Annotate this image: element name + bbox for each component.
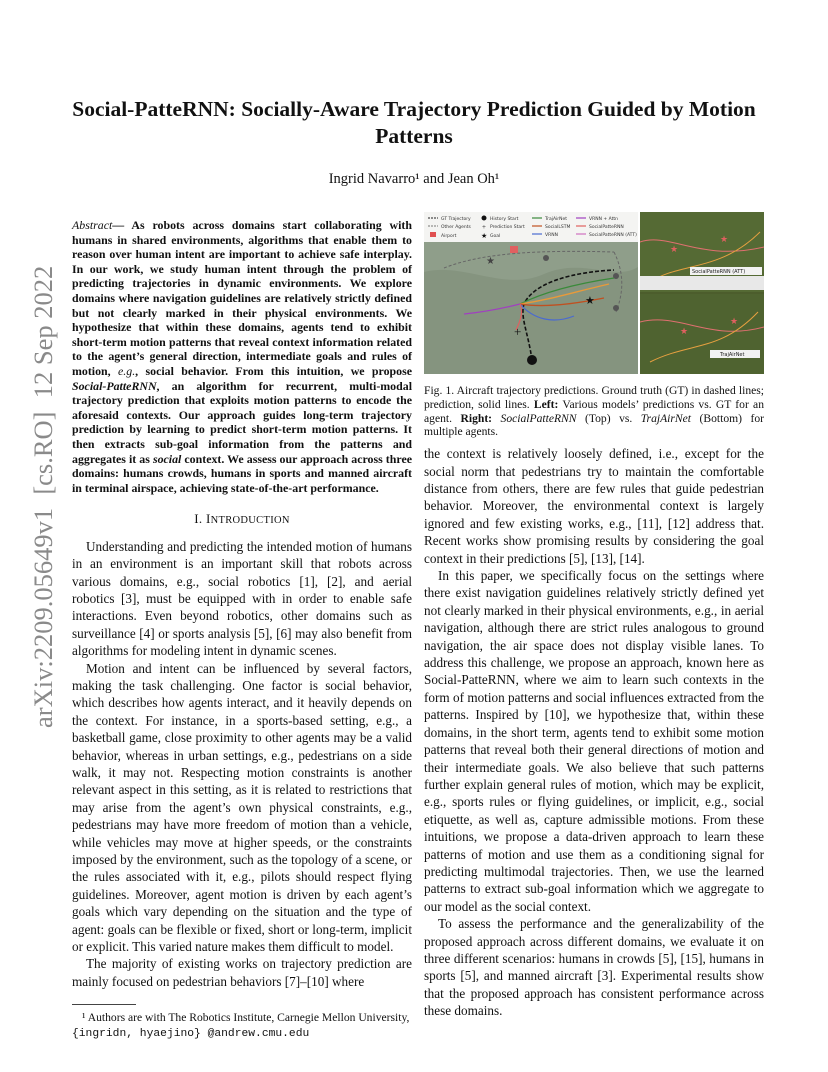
footnote-rule xyxy=(72,1004,136,1005)
label-trajairnet: TrajAirNet xyxy=(720,352,745,358)
abstract-text-4: context. We assess our approach across three domains: humans crowds, humans in sports and manned aircraft in terminal airspace, achieving state-of-the-art performance. xyxy=(72,451,413,495)
abstract-text-1: — As robots across domains start collaborating with humans in shared environments, algorithms that enable them to reason over human intent are important to achieve safe interplay. In our work, we study human intent through the problem of predicting trajectories in dynamic environments. We explore domains where navigation guidelines are relatively strictly defined but not clearly marked in their physical environments. We hypothesize that within these domains, agents tend to exhibit short-term motion patterns that reveal context information related to the agent’s general direction, intermediate goals and rules of motion, xyxy=(72,218,412,378)
legend-prediction-start: Prediction Start xyxy=(490,225,525,230)
legend-trajairnet: TrajAirNet xyxy=(545,217,568,222)
footnote-text: ¹ Authors are with The Robotics Institute, Carnegie Mellon University, xyxy=(82,1011,410,1025)
arxiv-stamp-text: arXiv:2209.05649v1 [cs.RO] 12 Sep 2022 xyxy=(28,265,58,728)
label-socialpatternn-att: SocialPatteRNN (ATT) xyxy=(692,269,746,275)
legend-history-start: History Start xyxy=(490,217,519,222)
caption-left-label: Left: xyxy=(533,397,559,411)
right-paragraph-1: the context is relatively loosely defined, i.e., except for the social norm that pedestrians try to maintain the comfortable distance from others, there are few rules that guide pedestrian behavior. Moreover, the environmental context is largely ignored and few existing works, e.g., [11], [12] address that. Recent works show promising results by considering the goal context in their predictions [5], [13], [14]. xyxy=(424,446,764,566)
section-title-initial: I xyxy=(205,511,211,527)
multi-agent-plots xyxy=(640,212,764,374)
legend-socialpatternn: SocialPatteRNN xyxy=(589,225,624,230)
caption-model-2: TrajAirNet xyxy=(640,411,692,425)
airport-marker xyxy=(510,246,518,253)
section-numeral: I. xyxy=(194,511,203,527)
abstract-text-3: , an algorithm for recurrent, multi-modal trajectory prediction that exploits motion patterns to encode the aforesaid contexts. Our approach guides long-term trajectory prediction by learning to predict short-term motion patterns. It then extracts sub-goal information from the patterns and aggregates it as xyxy=(72,378,412,466)
right-paragraph-2: In this paper, we specifically focus on the settings where there exist navigation guidelines relatively strictly defined yet not clearly marked in their physical environments, e.g., in aerial navigation, although there are strict rules analogous to ground navigation, the air space does not display visible lanes. To address this challenge, we propose an approach, known here as Social-PatteRNN, where we aim to learn such contexts in the form of motion patterns and social influences extracted from the patterns. Inspired by [10], we hypothesize that, within these domains, in the short term, agents tend to exhibit some motion patterns that reveal both their general directions of motion and their intermediate goals. We also believe that such patterns further explain general rules of motion, which may be explicit, e.g., sports rules or flying guidelines, or implicit, e.g., social etiquette, as well as, capture admissible motions. From these intuitions, we propose a data-driven approach to learn these patterns of motion and use them as a conditioning signal for predicting multimodal trajectories. Then, we use the learned patterns to extract sub-goal information which we aggregate to our model as the social context. xyxy=(424,568,764,914)
figure-1-right-panel xyxy=(640,212,764,374)
intro-paragraph-1: Understanding and predicting the intended motion of humans in an environment is an important skill that robots across various domains, e.g., social robotics [1], [2], and aerial robotics [3], must be equipped with in order to enable safe interactions. Even beyond robotics, other domains such as surveillance [4] or sports analysis [5], [6] may also benefit from algorithms for modeling intent in dynamic scenes. xyxy=(72,538,412,659)
svg-text:★: ★ xyxy=(481,232,488,240)
caption-model-1: SocialPatteRNN xyxy=(500,411,577,425)
section-heading-introduction xyxy=(72,510,412,529)
legend-gt: GT Trajectory xyxy=(441,217,471,222)
left-column xyxy=(72,218,412,1041)
abstract-lead: Abstract xyxy=(72,218,113,232)
intro-paragraph-3: The majority of existing works on trajectory prediction are mainly focused on pedestrian behaviors [7]–[10] where xyxy=(72,956,412,989)
figure-1-caption xyxy=(424,384,764,439)
paper-title: Social-PatteRNN: Socially-Aware Trajectory Prediction Guided by Motion Patterns xyxy=(72,97,756,148)
svg-text:★: ★ xyxy=(670,244,679,254)
legend-vrnn-attn: VRNN + Attn xyxy=(589,217,618,222)
svg-text:★: ★ xyxy=(585,295,595,307)
abstract-method-name: Social-PatteRNN xyxy=(72,378,157,393)
caption-text-c2: (Top) vs. xyxy=(576,411,641,425)
svg-text:★: ★ xyxy=(486,256,495,267)
abstract-eg: e.g. xyxy=(118,363,136,378)
arxiv-stamp xyxy=(16,232,62,732)
caption-text-b: Various models’ predictions vs. GT for an agent. xyxy=(424,397,764,425)
caption-right-label: Right: xyxy=(460,411,493,425)
authors: Ingrid Navarro¹ and Jean Oh¹ xyxy=(328,171,500,187)
caption-text-c4: (Bottom) for multiple agents. xyxy=(424,411,764,439)
intro-paragraph-2: Motion and intent can be influenced by several factors, making the task challenging. One factor is social behavior, which describes how agents interact, and it heavily depends on the context. For instance, in a sports-based setting, e.g., a basketball game, close proximity to other agents may be a valid behavior, whereas in urban settings, e.g., pedestrians on a side walk, it may not. Respecting motion constraints is another relevant aspect in this setting, as it is related to restrictions that may arise from the agent’s own physical constraints, e.g., pedestrians may have more freedom of motion than a vehicle, while vehicles may move at higher speeds, or the constraints imposed by the environment, such as the topology of a scene, or the rules associated with it, e.g., pilots should respect flying guidelines. Moreover, agent motion is driven by each agent’s goals which vary depending on the situation and the type of agent: goals can be flexible or fixed, short or long-term, implicit or explicit. This varied nature makes them difficult to model. xyxy=(72,660,412,955)
legend-vrnn: VRNN xyxy=(545,233,558,238)
legend-other-agents: Other Agents xyxy=(441,225,471,230)
footnote xyxy=(72,1011,412,1041)
caption-label: Fig. 1. xyxy=(424,384,455,397)
legend-socialpatternn-att: SocialPatteRNN (ATT) xyxy=(589,233,637,238)
figure-1 xyxy=(424,212,764,374)
legend-goal: Goal xyxy=(490,234,501,239)
svg-text:+: + xyxy=(482,223,486,231)
svg-text:★: ★ xyxy=(720,234,729,244)
right-paragraph-3: To assess the performance and the generalizability of the proposed approach across different domains, we evaluate it on three different scenarios: humans in crowds [5], [15], humans in sports [5], and manned aircraft [3]. Experimental results show that the proposed approach has consistent performance across these domains. xyxy=(424,916,764,1019)
abstract-text-2: , social behavior. From this intuition, we propose xyxy=(135,363,412,378)
abstract xyxy=(72,218,412,495)
section-title-rest: NTRODUCTION xyxy=(210,515,290,527)
caption-text-a: Aircraft trajectory predictions. Ground truth (GT) in dashed lines; prediction, solid lines. xyxy=(424,384,764,411)
abstract-social: social xyxy=(152,451,182,466)
legend-sociallstm: SocialLSTM xyxy=(545,225,571,230)
svg-text:★: ★ xyxy=(680,326,689,336)
trajectory-plot xyxy=(424,212,638,374)
svg-text:★: ★ xyxy=(730,316,739,326)
legend-airport: Airport xyxy=(441,234,457,239)
svg-text:+: + xyxy=(514,324,522,339)
right-column xyxy=(424,212,764,1020)
figure-1-left-panel xyxy=(424,212,638,374)
footnote-email: {ingridn, hyaejino} @andrew.cmu.edu xyxy=(72,1027,310,1040)
